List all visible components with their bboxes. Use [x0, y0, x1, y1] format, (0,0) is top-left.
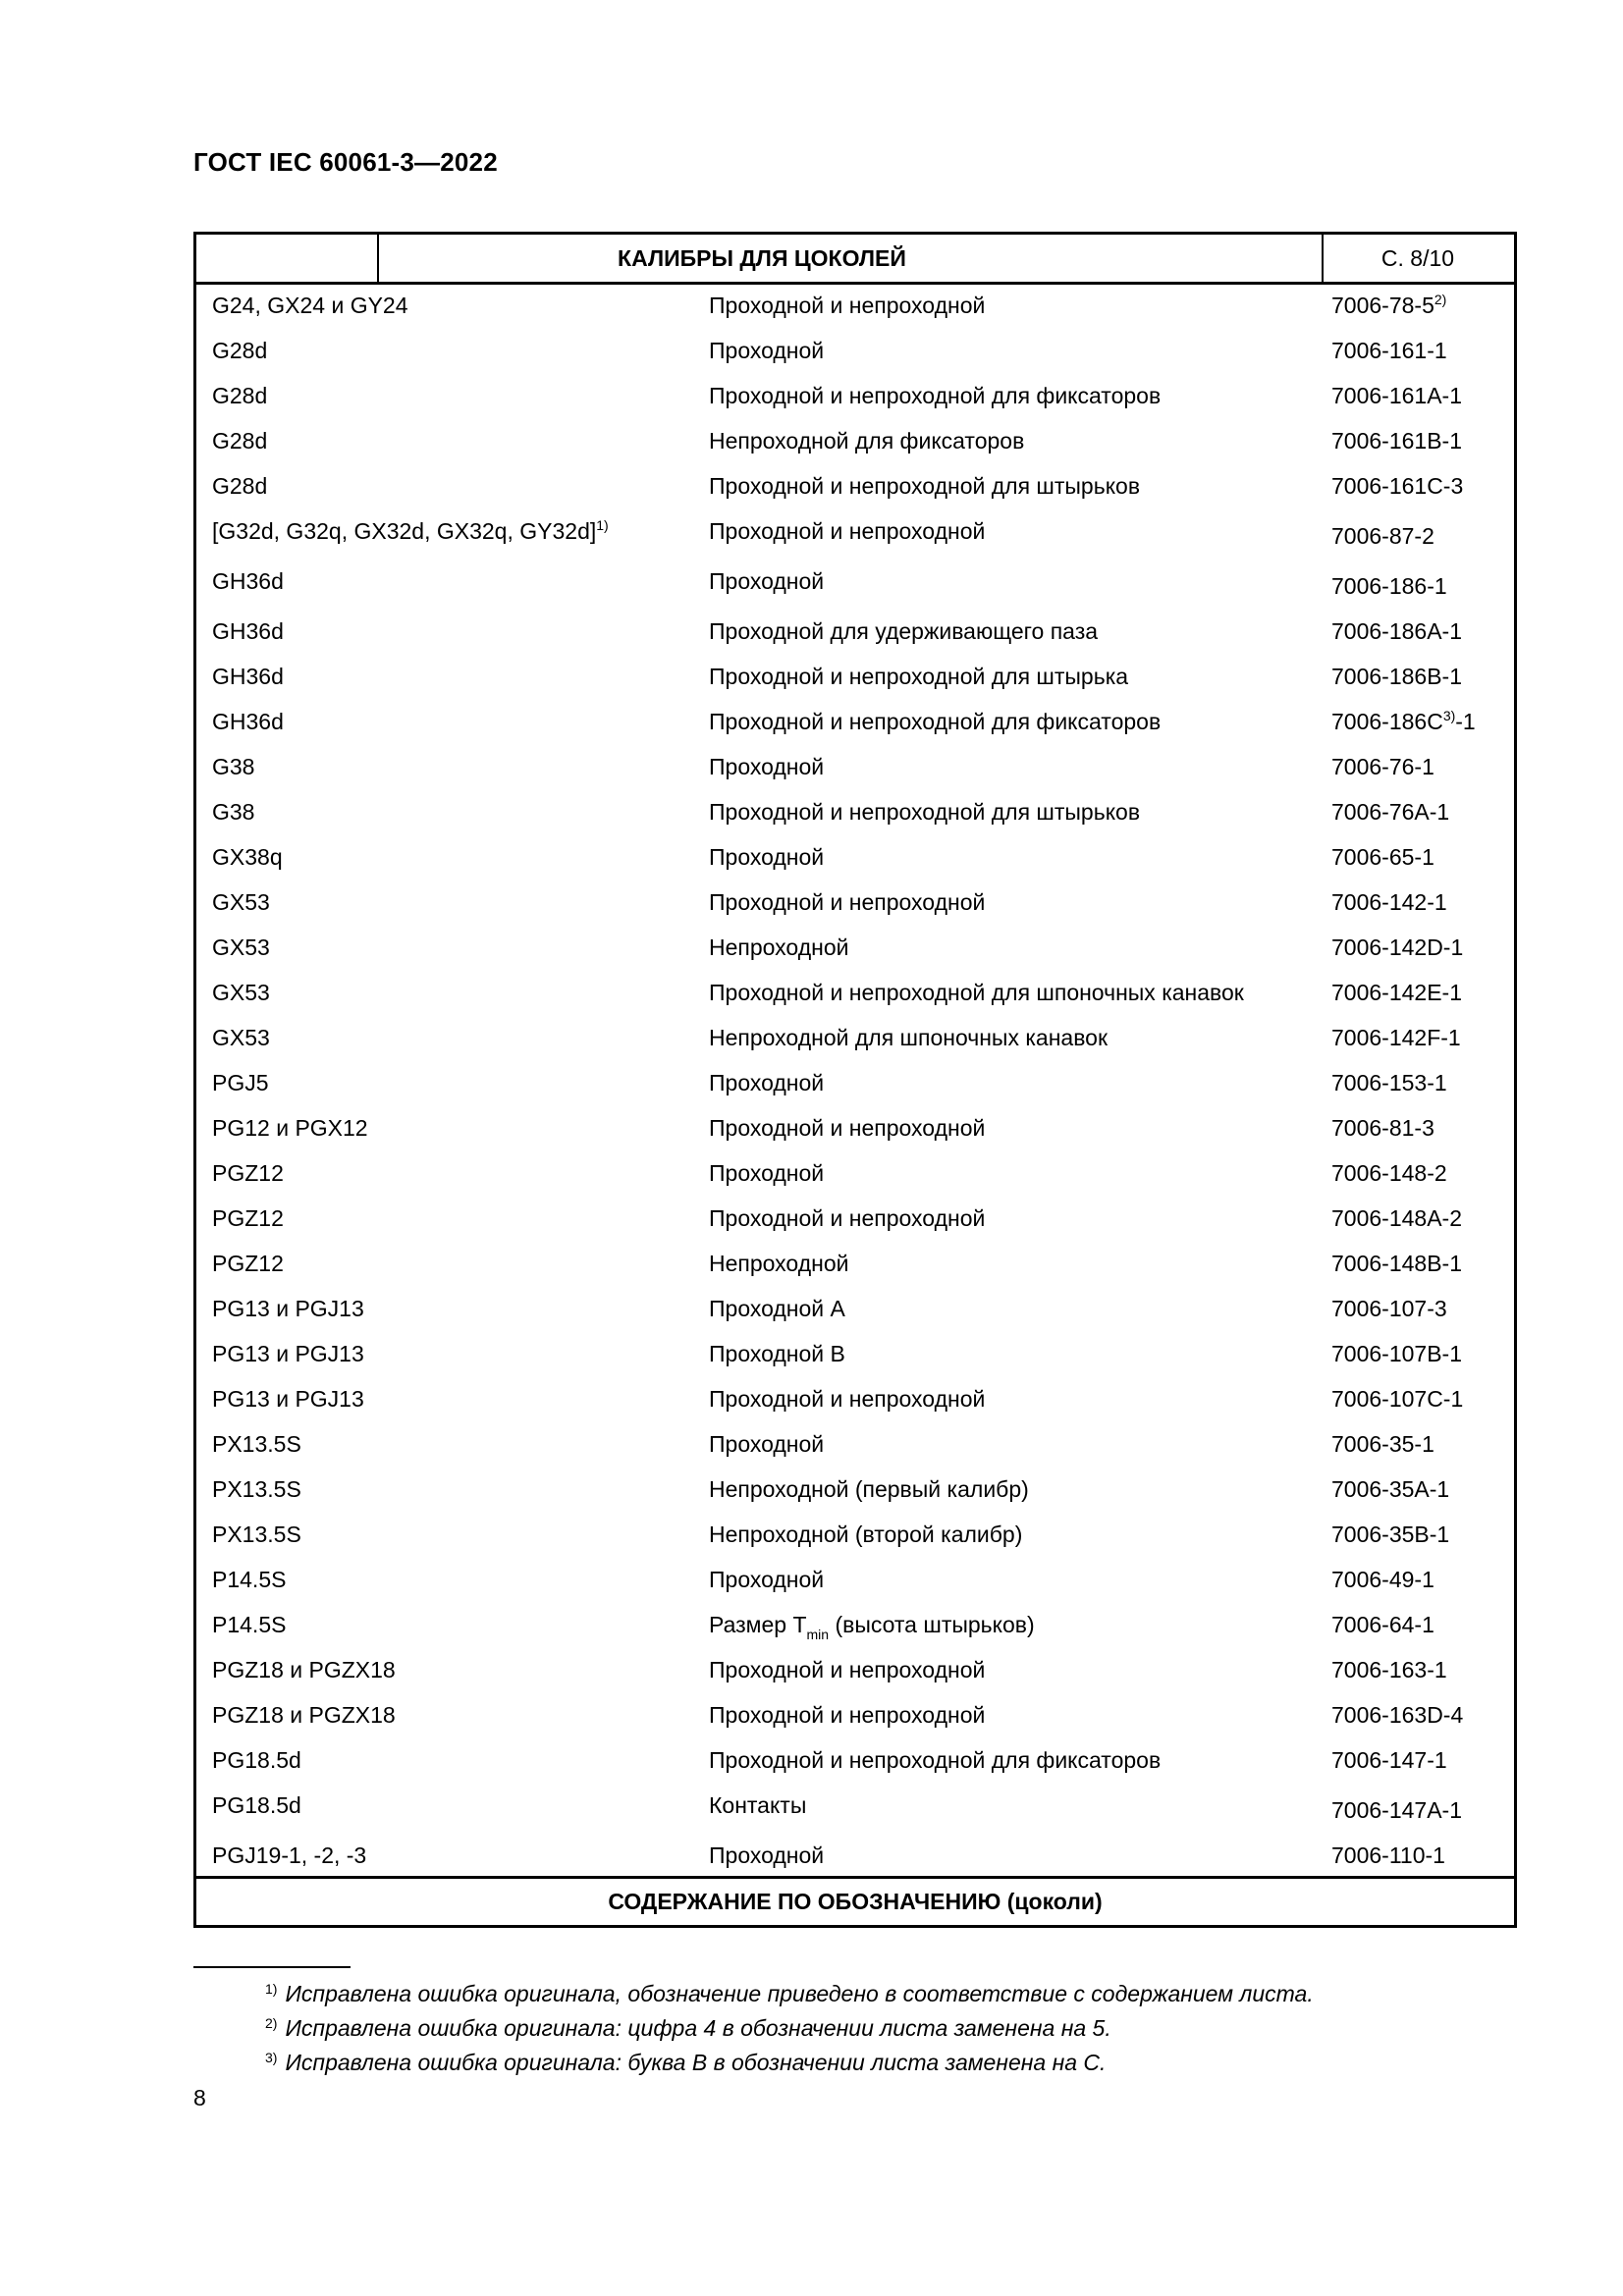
base-designation: G28d	[212, 338, 268, 363]
table-row	[196, 611, 1514, 656]
table-row	[196, 1423, 1514, 1468]
sheet-number-cell	[1331, 934, 1463, 961]
base-designation-cell	[212, 1612, 286, 1638]
table-row	[196, 1559, 1514, 1604]
table-row	[196, 881, 1514, 927]
footnote-text: Исправлена ошибка оригинала, обозначение приведено в соответствие с содержанием листа.	[285, 1981, 1314, 2006]
table-row	[196, 1649, 1514, 1694]
sheet-number: 7006-110-1	[1331, 1842, 1445, 1868]
base-designation: PG13 и PGJ13	[212, 1341, 364, 1366]
base-designation-cell	[212, 1386, 364, 1413]
base-designation-cell	[212, 1476, 301, 1503]
sheet-number: 7006-107B-1	[1331, 1341, 1462, 1366]
base-designation-cell	[212, 1296, 364, 1322]
sheet-number-cell	[1331, 293, 1446, 319]
base-designation-cell	[212, 568, 284, 595]
base-designation: GX53	[212, 934, 270, 960]
footnote-item	[265, 2015, 1111, 2042]
gauge-type-cell	[709, 618, 1098, 645]
gauge-type: Проходной	[709, 1431, 825, 1457]
table-row	[196, 836, 1514, 881]
sheet-number-cell	[1331, 523, 1434, 550]
footnote-mark: 3)	[265, 2050, 278, 2065]
gauge-type-cell	[709, 1386, 985, 1413]
table-row	[196, 375, 1514, 420]
table-row	[196, 746, 1514, 791]
sheet-number: 7006-64-1	[1331, 1612, 1434, 1637]
gauge-type-cell	[709, 1567, 824, 1593]
table-row	[196, 1785, 1514, 1835]
sheet-number: 7006-107C-1	[1331, 1386, 1464, 1412]
base-designation-cell	[212, 1341, 364, 1367]
gauge-type-cell	[709, 1115, 985, 1142]
gauge-type: Проходной	[709, 754, 825, 779]
gauge-type: Проходной и непроходной	[709, 1115, 986, 1141]
table-row	[196, 1062, 1514, 1107]
base-designation-cell	[212, 1431, 301, 1458]
gauge-type: Проходной В	[709, 1341, 845, 1366]
gauge-type: Непроходной (второй калибр)	[709, 1522, 1023, 1547]
gauge-type-cell	[709, 1431, 824, 1458]
gauges-table	[193, 232, 1517, 1928]
gauge-type: Проходной и непроходной	[709, 518, 986, 544]
gauge-type: Проходной	[709, 1160, 825, 1186]
base-designation: PGZ18 и PGZX18	[212, 1702, 396, 1728]
base-designation-cell	[212, 1070, 269, 1096]
gauge-type-cell	[709, 709, 1161, 735]
sheet-number: 7006-161-1	[1331, 338, 1447, 363]
gauge-type-cell	[709, 1476, 1029, 1503]
base-designation-cell	[212, 1657, 396, 1683]
gauge-type: Проходной	[709, 844, 825, 870]
sheet-number: 7006-161B-1	[1331, 428, 1462, 454]
table-row	[196, 1152, 1514, 1198]
sheet-number: 7006-148-2	[1331, 1160, 1447, 1186]
sheet-number-cell	[1331, 754, 1434, 780]
sheet-number: 7006-161C-3	[1331, 473, 1464, 499]
gauge-type: Непроходной	[709, 1251, 849, 1276]
gauge-type: Проходной и непроходной	[709, 1386, 986, 1412]
sheet-number: 7006-107-3	[1331, 1296, 1447, 1321]
base-designation: GH36d	[212, 664, 284, 689]
gauge-type: Непроходной	[709, 934, 849, 960]
base-designation-cell	[212, 383, 267, 409]
base-designation-cell	[212, 980, 270, 1006]
base-designation: PGZ12	[212, 1205, 284, 1231]
gauge-type-cell	[709, 1070, 824, 1096]
sheet-number: 7006-147A-1	[1331, 1797, 1462, 1823]
gauge-type-cell	[709, 844, 824, 871]
table-title-row	[196, 235, 1514, 285]
gauge-type: Непроходной для шпоночных канавок	[709, 1025, 1109, 1050]
sheet-number-cell	[1331, 1476, 1449, 1503]
table-row	[196, 1694, 1514, 1739]
base-designation-cell	[212, 518, 609, 545]
table-row	[196, 1835, 1514, 1880]
sheet-number: 7006-148B-1	[1331, 1251, 1462, 1276]
base-designation-cell	[212, 338, 267, 364]
sheet-number-cell	[1331, 799, 1449, 826]
base-designation-cell	[212, 618, 284, 645]
gauge-type-cell	[709, 1702, 985, 1729]
gauge-type: Проходной	[709, 338, 825, 363]
gauge-type-cell	[709, 664, 1128, 690]
sheet-number-cell	[1331, 473, 1463, 500]
base-designation-cell	[212, 1702, 396, 1729]
base-designation: PG13 и PGJ13	[212, 1296, 364, 1321]
sheet-number: 7006-76A-1	[1331, 799, 1450, 825]
sheet-number-cell	[1331, 1296, 1447, 1322]
gauge-type-cell	[709, 754, 824, 780]
sheet-number: 7006-186A-1	[1331, 618, 1462, 644]
base-designation-cell	[212, 889, 270, 916]
footnote-mark: 2)	[265, 2015, 278, 2031]
sheet-number: 7006-87-2	[1331, 523, 1434, 549]
gauge-type-cell	[709, 1025, 1108, 1051]
table-row	[196, 561, 1514, 611]
gauge-type-cell	[709, 1160, 824, 1187]
gauge-type-cell	[709, 338, 824, 364]
sheet-number: 7006-186C	[1331, 709, 1443, 734]
sheet-number: 7006-35B-1	[1331, 1522, 1450, 1547]
gauge-type: Проходной и непроходной	[709, 1702, 986, 1728]
sheet-number: 7006-186B-1	[1331, 664, 1462, 689]
table-row	[196, 285, 1514, 330]
base-designation-cell	[212, 1115, 368, 1142]
footnote-item	[265, 1981, 1314, 2007]
base-designation-cell	[212, 1251, 284, 1277]
sheet-number: 7006-142F-1	[1331, 1025, 1461, 1050]
sheet-number: 7006-35-1	[1331, 1431, 1434, 1457]
base-designation-cell	[212, 1747, 301, 1774]
page-number: 8	[193, 2085, 206, 2110]
base-designation: GX53	[212, 1025, 270, 1050]
gauge-type-cell	[709, 1522, 1022, 1548]
sheet-number-cell	[1331, 1702, 1463, 1729]
footnote-text: Исправлена ошибка оригинала: цифра 4 в обозначении листа заменена на 5.	[285, 2015, 1111, 2041]
sheet-number: 7006-49-1	[1331, 1567, 1434, 1592]
gauge-type-cell	[709, 383, 1161, 409]
table-row	[196, 1288, 1514, 1333]
table-row	[196, 1468, 1514, 1514]
sheet-number: 7006-153-1	[1331, 1070, 1447, 1095]
sheet-number-cell	[1331, 1657, 1447, 1683]
base-designation: GX53	[212, 889, 270, 915]
base-designation: GH36d	[212, 709, 284, 734]
gauge-type: Проходной и непроходной для фиксаторов	[709, 709, 1162, 734]
gauge-type-cell	[709, 889, 985, 916]
base-designation-cell	[212, 1522, 301, 1548]
base-designation: G24, GX24 и GY24	[212, 293, 408, 318]
base-designation: PX13.5S	[212, 1476, 301, 1502]
base-designation: G28d	[212, 428, 268, 454]
sheet-number-cell	[1331, 1567, 1434, 1593]
sheet-number-cell	[1331, 1251, 1462, 1277]
sheet-number: 7006-186-1	[1331, 573, 1447, 599]
table-row	[196, 465, 1514, 510]
sheet-number: 7006-65-1	[1331, 844, 1434, 870]
base-designation: PG18.5d	[212, 1747, 301, 1773]
base-designation-cell	[212, 1160, 284, 1187]
base-designation: G28d	[212, 383, 268, 408]
sheet-number-cell	[1331, 1070, 1447, 1096]
footnote-rule	[193, 1966, 351, 1968]
gauge-type-cell	[709, 1341, 845, 1367]
base-designation-cell	[212, 754, 254, 780]
base-designation: PGJ19-1, -2, -3	[212, 1842, 367, 1868]
footnote-item	[265, 2050, 1106, 2076]
gauge-type-cell	[709, 293, 985, 319]
gauge-type-cell	[709, 473, 1140, 500]
gauge-type: Проходной и непроходной для фиксаторов	[709, 383, 1162, 408]
gauge-type-cell	[709, 568, 824, 595]
base-designation: PGJ5	[212, 1070, 269, 1095]
gauge-type: Проходной и непроходной	[709, 1205, 986, 1231]
table-footer: СОДЕРЖАНИЕ ПО ОБОЗНАЧЕНИЮ (цоколи)	[196, 1876, 1514, 1925]
sheet-number: 7006-163-1	[1331, 1657, 1447, 1682]
base-designation-cell	[212, 1205, 284, 1232]
gauge-type-cell	[709, 518, 985, 545]
table-row	[196, 656, 1514, 701]
sheet-number-cell	[1331, 428, 1462, 454]
gauge-type: Проходной для удерживающего паза	[709, 618, 1099, 644]
gauge-type: Непроходной для фиксаторов	[709, 428, 1025, 454]
sheet-number-cell	[1331, 709, 1476, 735]
sheet-number-cell	[1331, 889, 1447, 916]
footnote-ref: 3)	[1442, 708, 1456, 723]
gauge-type: Проходной и непроходной	[709, 1657, 986, 1682]
base-designation-cell	[212, 799, 254, 826]
base-designation: PG18.5d	[212, 1792, 301, 1818]
table-row	[196, 1107, 1514, 1152]
sheet-number-cell	[1331, 1747, 1447, 1774]
base-designation: PG13 и PGJ13	[212, 1386, 364, 1412]
gauge-type-cell	[709, 1612, 1035, 1642]
sheet-number-cell	[1331, 1842, 1445, 1869]
gauge-type-cell	[709, 1792, 806, 1819]
table-row	[196, 927, 1514, 972]
base-designation-cell	[212, 709, 284, 735]
base-designation: P14.5S	[212, 1567, 287, 1592]
table-body	[196, 285, 1514, 1880]
table-row	[196, 1198, 1514, 1243]
base-designation: PGZ12	[212, 1160, 284, 1186]
sheet-number: 7006-161A-1	[1331, 383, 1462, 408]
gauge-type: Проходной	[709, 1070, 825, 1095]
gauge-type: Проходной	[709, 1567, 825, 1592]
base-designation: GX53	[212, 980, 270, 1005]
base-designation-cell	[212, 934, 270, 961]
sheet-number-cell	[1331, 1386, 1463, 1413]
base-designation-cell	[212, 1792, 301, 1819]
base-designation-cell	[212, 664, 284, 690]
gauge-type-cell	[709, 1747, 1161, 1774]
sheet-number: 7006-35A-1	[1331, 1476, 1450, 1502]
table-row	[196, 420, 1514, 465]
base-designation: PX13.5S	[212, 1522, 301, 1547]
base-designation: GX38q	[212, 844, 283, 870]
table-row	[196, 1604, 1514, 1649]
table-row	[196, 1514, 1514, 1559]
gauge-type-cell	[709, 799, 1140, 826]
sheet-number-cell	[1331, 1025, 1461, 1051]
base-designation: GH36d	[212, 618, 284, 644]
gauge-type: Проходной	[709, 568, 825, 594]
base-designation: PGZ18 и PGZX18	[212, 1657, 396, 1682]
gauge-type: Проходной и непроходной для фиксаторов	[709, 1747, 1162, 1773]
gauge-type-cell	[709, 1296, 845, 1322]
gauge-type-cell	[709, 428, 1024, 454]
base-designation: PX13.5S	[212, 1431, 301, 1457]
gauge-type: Проходной и непроходной для шпоночных канавок	[709, 980, 1244, 1005]
table-row	[196, 1333, 1514, 1378]
sheet-number-cell	[1331, 664, 1462, 690]
gauge-type-cell	[709, 1657, 985, 1683]
footnote-ref: 2)	[1434, 292, 1447, 307]
sheet-number-cell	[1331, 1522, 1449, 1548]
gauge-type-cell	[709, 1842, 824, 1869]
footnote-ref: 1)	[596, 517, 609, 533]
sheet-number: 7006-78-5	[1331, 293, 1434, 318]
sheet-number-cell	[1331, 844, 1434, 871]
gauge-type: Проходной и непроходной для штырьков	[709, 473, 1141, 499]
document-header: ГОСТ IEC 60061-3—2022	[193, 147, 498, 177]
gauge-type-cell	[709, 934, 848, 961]
gauge-type: Проходной А	[709, 1296, 845, 1321]
base-designation-cell	[212, 473, 267, 500]
base-designation: P14.5S	[212, 1612, 287, 1637]
gauge-type-cell	[709, 980, 1244, 1006]
gauge-type: Непроходной (первый калибр)	[709, 1476, 1029, 1502]
table-row	[196, 330, 1514, 375]
base-designation: G38	[212, 754, 255, 779]
sheet-number: 7006-142D-1	[1331, 934, 1464, 960]
base-designation: G28d	[212, 473, 268, 499]
sheet-number-cell	[1331, 1797, 1462, 1824]
sheet-number: 7006-76-1	[1331, 754, 1434, 779]
base-designation-cell	[212, 1842, 366, 1869]
table-row	[196, 1243, 1514, 1288]
sheet-number: 7006-142-1	[1331, 889, 1447, 915]
base-designation-cell	[212, 428, 267, 454]
base-designation-cell	[212, 293, 408, 319]
base-designation-cell	[212, 1567, 286, 1593]
table-row	[196, 1739, 1514, 1785]
table-row	[196, 1017, 1514, 1062]
gauge-type: Проходной и непроходной	[709, 293, 986, 318]
table-sheet-number: С. 8/10	[1380, 245, 1455, 271]
sheet-number-cell	[1331, 383, 1462, 409]
base-designation-cell	[212, 844, 283, 871]
base-designation: PG12 и PGX12	[212, 1115, 368, 1141]
gauge-type: Контакты	[709, 1792, 807, 1818]
gauge-type-tail: (высота штырьков)	[829, 1612, 1035, 1637]
table-row	[196, 972, 1514, 1017]
sheet-number-cell	[1331, 1115, 1434, 1142]
sheet-number: 7006-163D-4	[1331, 1702, 1464, 1728]
sheet-number-cell	[1331, 618, 1462, 645]
table-title: КАЛИБРЫ ДЛЯ ЦОКОЛЕЙ	[618, 245, 906, 271]
footnote-mark: 1)	[265, 1981, 278, 1997]
base-designation-cell	[212, 1025, 270, 1051]
base-designation: GH36d	[212, 568, 284, 594]
table-row	[196, 791, 1514, 836]
gauge-type: Проходной и непроходной	[709, 889, 986, 915]
gauge-type: Проходной	[709, 1842, 825, 1868]
base-designation: PGZ12	[212, 1251, 284, 1276]
subscript: min	[806, 1627, 830, 1642]
sheet-number-cell	[1331, 980, 1462, 1006]
sheet-number-cell	[1331, 1160, 1447, 1187]
sheet-number-cell	[1331, 573, 1447, 600]
sheet-number-cell	[1331, 1205, 1462, 1232]
base-designation: [G32d, G32q, GX32d, GX32q, GY32d]	[212, 518, 597, 544]
gauge-type: Проходной и непроходной для штырьков	[709, 799, 1141, 825]
sheet-number-cell	[1331, 1341, 1462, 1367]
sheet-number-cell	[1331, 1612, 1434, 1638]
sheet-number: 7006-147-1	[1331, 1747, 1447, 1773]
table-row	[196, 701, 1514, 746]
sheet-number: 7006-148A-2	[1331, 1205, 1462, 1231]
gauge-type-cell	[709, 1251, 848, 1277]
sheet-number-cell	[1331, 338, 1447, 364]
sheet-number: 7006-142E-1	[1331, 980, 1462, 1005]
footnote-text: Исправлена ошибка оригинала: буква В в обозначении листа заменена на С.	[285, 2050, 1107, 2075]
base-designation: G38	[212, 799, 255, 825]
table-row	[196, 510, 1514, 561]
gauge-type: Размер T	[709, 1612, 807, 1637]
sheet-number: 7006-81-3	[1331, 1115, 1434, 1141]
sheet-number-tail: -1	[1455, 709, 1476, 734]
sheet-number-cell	[1331, 1431, 1434, 1458]
gauge-type-cell	[709, 1205, 985, 1232]
gauge-type: Проходной и непроходной для штырька	[709, 664, 1129, 689]
table-row	[196, 1378, 1514, 1423]
